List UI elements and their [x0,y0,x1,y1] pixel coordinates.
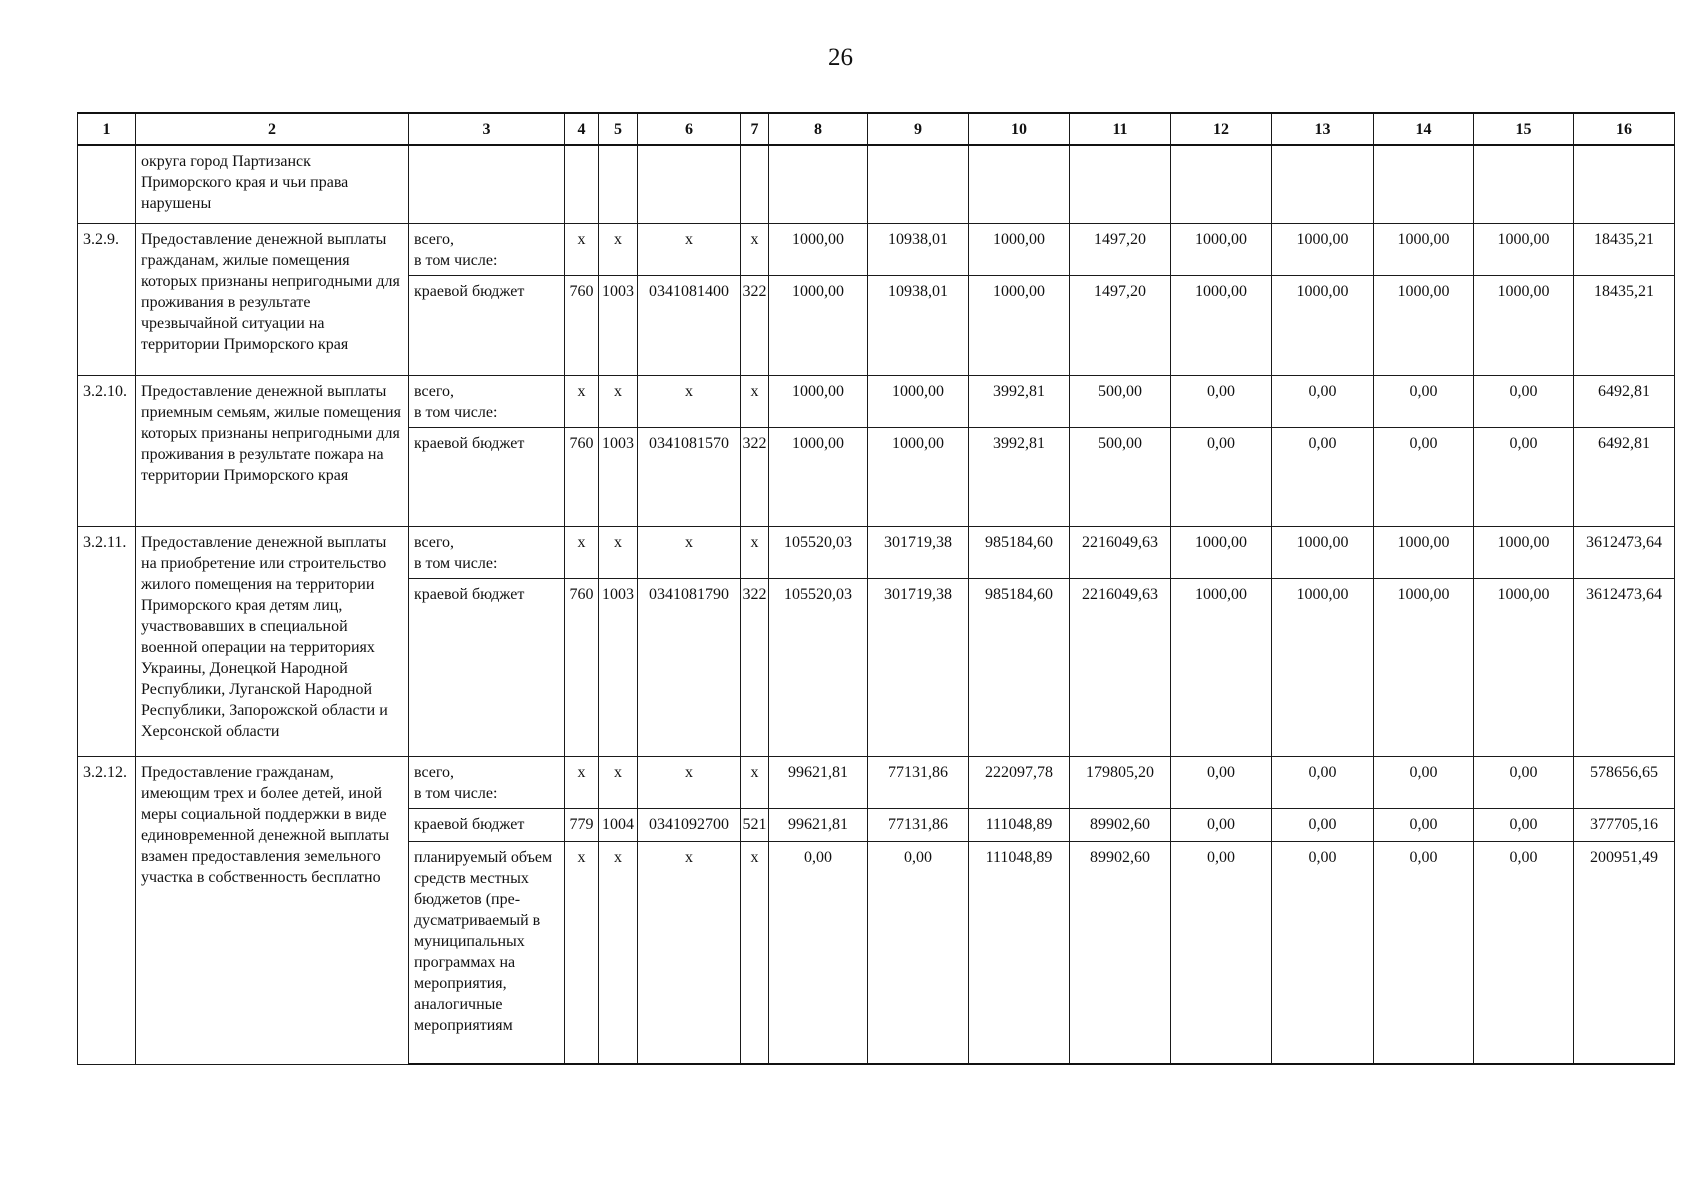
code-expense-type: 322 [741,427,769,526]
continued-row [78,145,1675,223]
code-section: х [599,526,638,578]
amount-cell: 1000,00 [1272,223,1374,275]
code-expense-type: х [741,756,769,808]
table-row [78,375,1675,427]
column-header: 13 [1272,113,1374,145]
code-target: х [638,756,741,808]
empty-cell [769,145,868,223]
code-target: х [638,223,741,275]
amount-cell: 0,00 [1374,427,1474,526]
empty-cell [1171,145,1272,223]
code-ministry: 760 [565,275,599,375]
item-number: 3.2.10. [78,375,136,526]
code-section: 1003 [599,578,638,756]
code-ministry: х [565,841,599,1064]
amount-cell: 0,00 [1171,808,1272,841]
code-section: х [599,756,638,808]
code-target: 0341081570 [638,427,741,526]
funding-source: краевой бюджет [409,578,565,756]
amount-cell: 3612473,64 [1574,578,1675,756]
amount-cell: 3992,81 [969,427,1070,526]
table-row [78,223,1675,275]
amount-cell: 0,00 [1171,841,1272,1064]
amount-cell: 1497,20 [1070,275,1171,375]
code-section: х [599,841,638,1064]
amount-cell: 1000,00 [868,427,969,526]
amount-cell: 99621,81 [769,808,868,841]
amount-cell: 1000,00 [769,223,868,275]
empty-cell [969,145,1070,223]
amount-cell: 1000,00 [1374,578,1474,756]
amount-cell: 3992,81 [969,375,1070,427]
amount-cell: 1000,00 [1171,223,1272,275]
amount-cell: 111048,89 [969,808,1070,841]
amount-cell: 1000,00 [1272,578,1374,756]
amount-cell: 10938,01 [868,275,969,375]
amount-cell: 1000,00 [769,375,868,427]
empty-cell [409,145,565,223]
amount-cell: 1000,00 [1374,526,1474,578]
code-ministry: х [565,526,599,578]
budget-table [77,112,1675,1065]
amount-cell: 6492,81 [1574,375,1675,427]
item-number: 3.2.12. [78,756,136,1064]
amount-cell: 578656,65 [1574,756,1675,808]
amount-cell: 500,00 [1070,375,1171,427]
amount-cell: 0,00 [1272,756,1374,808]
amount-cell: 1000,00 [1474,223,1574,275]
header-row [78,113,1675,145]
column-header: 4 [565,113,599,145]
funding-source: планируемый объем средств местных бюджетов (пре-дусматриваемый в муниципальных программах на мероприятия, аналогичные мероприятиям [409,841,565,1064]
continued-row-description: округа город Партизанск Приморского края и чьи права нарушены [136,145,409,223]
empty-cell [1374,145,1474,223]
amount-cell: 1000,00 [1374,275,1474,375]
empty-cell [1070,145,1171,223]
amount-cell: 0,00 [1171,756,1272,808]
code-target: 0341092700 [638,808,741,841]
amount-cell: 105520,03 [769,578,868,756]
amount-cell: 18435,21 [1574,275,1675,375]
amount-cell: 1497,20 [1070,223,1171,275]
amount-cell: 0,00 [1272,427,1374,526]
code-expense-type: 322 [741,275,769,375]
code-expense-type: х [741,223,769,275]
item-description: Предоставление денежной выплаты приемным семьям, жилые помещения которых признаны непригодными для проживания в результате пожара на территории Приморского края [136,375,409,526]
funding-source: краевой бюджет [409,427,565,526]
table-row [78,526,1675,578]
column-header: 15 [1474,113,1574,145]
column-header: 11 [1070,113,1171,145]
amount-cell: 0,00 [868,841,969,1064]
empty-cell [599,145,638,223]
amount-cell: 77131,86 [868,808,969,841]
code-section: 1003 [599,275,638,375]
amount-cell: 89902,60 [1070,808,1171,841]
amount-cell: 0,00 [769,841,868,1064]
amount-cell: 985184,60 [969,578,1070,756]
amount-cell: 1000,00 [1474,526,1574,578]
code-target: х [638,841,741,1064]
item-number: 3.2.11. [78,526,136,756]
amount-cell: 1000,00 [1374,223,1474,275]
amount-cell: 0,00 [1474,808,1574,841]
amount-cell: 0,00 [1272,375,1374,427]
code-expense-type: х [741,841,769,1064]
code-expense-type: 521 [741,808,769,841]
amount-cell: 1000,00 [1171,526,1272,578]
page-number: 26 [828,44,853,71]
code-expense-type: х [741,526,769,578]
amount-cell: 0,00 [1171,427,1272,526]
code-ministry: 760 [565,427,599,526]
code-target: 0341081400 [638,275,741,375]
amount-cell: 500,00 [1070,427,1171,526]
amount-cell: 2216049,63 [1070,526,1171,578]
funding-source: всего, в том числе: [409,756,565,808]
column-header: 7 [741,113,769,145]
amount-cell: 1000,00 [1272,526,1374,578]
column-header: 9 [868,113,969,145]
code-target: х [638,526,741,578]
empty-cell [868,145,969,223]
code-ministry: х [565,223,599,275]
code-expense-type: х [741,375,769,427]
code-target: 0341081790 [638,578,741,756]
funding-source: краевой бюджет [409,808,565,841]
amount-cell: 179805,20 [1070,756,1171,808]
amount-cell: 0,00 [1474,427,1574,526]
funding-source: всего, в том числе: [409,223,565,275]
code-target: х [638,375,741,427]
code-ministry: 760 [565,578,599,756]
amount-cell: 1000,00 [868,375,969,427]
amount-cell: 0,00 [1374,375,1474,427]
amount-cell: 0,00 [1171,375,1272,427]
amount-cell: 222097,78 [969,756,1070,808]
amount-cell: 111048,89 [969,841,1070,1064]
code-ministry: 779 [565,808,599,841]
code-section: 1003 [599,427,638,526]
amount-cell: 0,00 [1272,841,1374,1064]
code-ministry: х [565,756,599,808]
code-section: 1004 [599,808,638,841]
column-header: 8 [769,113,868,145]
funding-source: всего, в том числе: [409,526,565,578]
amount-cell: 1000,00 [1272,275,1374,375]
item-number: 3.2.9. [78,223,136,375]
empty-cell [638,145,741,223]
empty-cell [565,145,599,223]
column-header: 1 [78,113,136,145]
amount-cell: 301719,38 [868,578,969,756]
column-header: 16 [1574,113,1675,145]
code-expense-type: 322 [741,578,769,756]
amount-cell: 1000,00 [769,275,868,375]
amount-cell: 1000,00 [1171,578,1272,756]
amount-cell: 0,00 [1374,841,1474,1064]
empty-cell [1574,145,1675,223]
amount-cell: 1000,00 [969,223,1070,275]
table-row [78,756,1675,808]
amount-cell: 99621,81 [769,756,868,808]
amount-cell: 200951,49 [1574,841,1675,1064]
amount-cell: 10938,01 [868,223,969,275]
amount-cell: 2216049,63 [1070,578,1171,756]
continued-row-num [78,145,136,223]
amount-cell: 1000,00 [969,275,1070,375]
column-header: 5 [599,113,638,145]
amount-cell: 0,00 [1374,808,1474,841]
amount-cell: 6492,81 [1574,427,1675,526]
column-header: 2 [136,113,409,145]
code-section: х [599,375,638,427]
amount-cell: 1000,00 [1171,275,1272,375]
amount-cell: 18435,21 [1574,223,1675,275]
amount-cell: 0,00 [1374,756,1474,808]
column-header: 12 [1171,113,1272,145]
code-section: х [599,223,638,275]
amount-cell: 0,00 [1474,375,1574,427]
amount-cell: 0,00 [1474,756,1574,808]
funding-source: всего, в том числе: [409,375,565,427]
amount-cell: 89902,60 [1070,841,1171,1064]
amount-cell: 0,00 [1474,841,1574,1064]
amount-cell: 1000,00 [769,427,868,526]
code-ministry: х [565,375,599,427]
item-description: Предоставление гражданам, имеющим трех и более детей, иной меры социальной поддержки в виде единовременной денежной выплаты взамен предоставления земельного участка в собственность бесплатно [136,756,409,1064]
column-header: 10 [969,113,1070,145]
amount-cell: 77131,86 [868,756,969,808]
amount-cell: 1000,00 [1474,578,1574,756]
amount-cell: 105520,03 [769,526,868,578]
column-header: 6 [638,113,741,145]
item-description: Предоставление денежной выплаты гражданам, жилые помещения которых признаны непригодными для проживания в результате чрезвычайной ситуации на территории Приморского края [136,223,409,375]
column-header: 3 [409,113,565,145]
amount-cell: 301719,38 [868,526,969,578]
amount-cell: 985184,60 [969,526,1070,578]
empty-cell [1272,145,1374,223]
amount-cell: 0,00 [1272,808,1374,841]
amount-cell: 1000,00 [1474,275,1574,375]
funding-source: краевой бюджет [409,275,565,375]
amount-cell: 3612473,64 [1574,526,1675,578]
amount-cell: 377705,16 [1574,808,1675,841]
empty-cell [1474,145,1574,223]
empty-cell [741,145,769,223]
column-header: 14 [1374,113,1474,145]
item-description: Предоставление денежной выплаты на приобретение или строительство жилого помещения на территории Приморского края детям лиц, участвовавших в специальной военной операции на территориях Украины, Донецкой Народной Республики, Луганской Народной Республики, Запорожской области и Херсонской области [136,526,409,756]
